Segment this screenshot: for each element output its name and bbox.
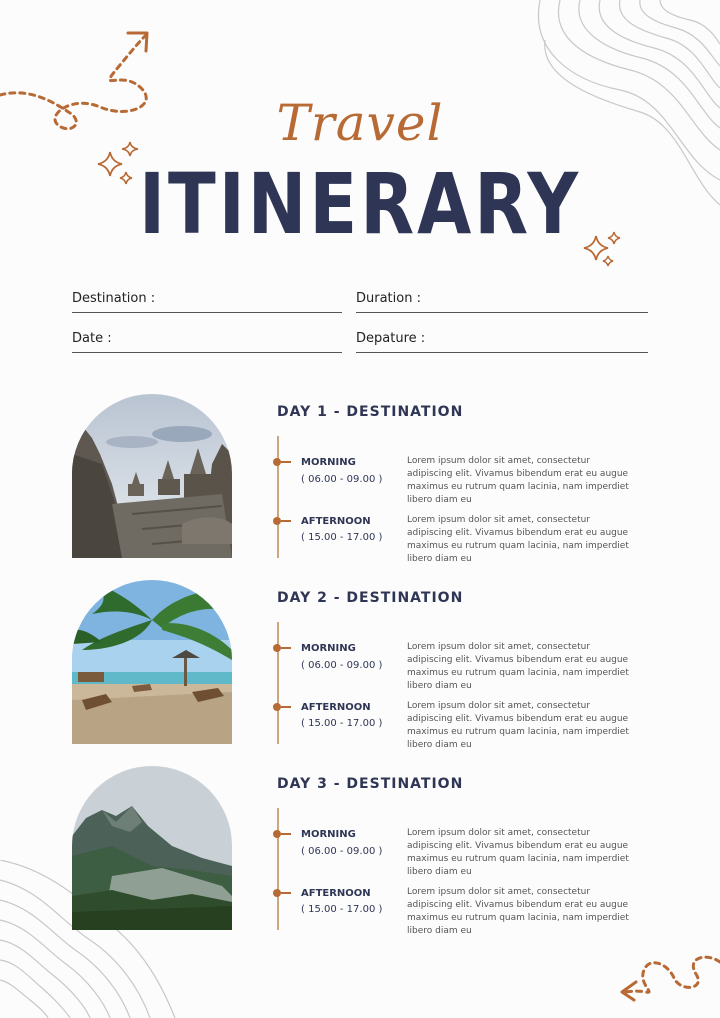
mountain-photo	[72, 766, 232, 930]
slot-description: Lorem ipsum dolor sit amet, consectetur adipiscing elit. Vivamus bibendum erat eu augue maximus eu rutrum quam lacinia, nam imperdiet libero diam eu	[407, 828, 629, 877]
slot-time: ( 15.00 - 17.00 )	[301, 904, 383, 915]
slot-label: MORNING	[301, 829, 356, 840]
slot-time: ( 15.00 - 17.00 )	[301, 532, 383, 543]
timeline-line	[277, 622, 279, 744]
date-field[interactable]	[72, 326, 342, 353]
destination-field[interactable]	[72, 286, 342, 313]
slot-description: Lorem ipsum dolor sit amet, consectetur adipiscing elit. Vivamus bibendum erat eu augue maximus eu rutrum quam lacinia, nam imperdiet libero diam eu	[407, 515, 629, 564]
timeline-line	[277, 808, 279, 930]
timeline-dot	[273, 517, 281, 525]
beach-palm-photo	[72, 580, 232, 744]
timeline-dot	[273, 644, 281, 652]
slot-description: Lorem ipsum dolor sit amet, consectetur adipiscing elit. Vivamus bibendum erat eu augue maximus eu rutrum quam lacinia, nam imperdiet libero diam eu	[407, 701, 629, 750]
slot-time: ( 06.00 - 09.00 )	[301, 474, 383, 485]
timeline-connector	[281, 706, 291, 708]
title-script-travel: Travel	[276, 94, 444, 152]
duration-field[interactable]	[356, 286, 648, 313]
timeline-dot	[273, 830, 281, 838]
destination-label: Destination :	[72, 291, 156, 306]
timeline-line	[277, 436, 279, 558]
page-title: ITINERARY	[138, 154, 582, 254]
slot-description: Lorem ipsum dolor sit amet, consectetur adipiscing elit. Vivamus bibendum erat eu augue maximus eu rutrum quam lacinia, nam imperdiet libero diam eu	[407, 456, 629, 505]
date-label: Date :	[72, 331, 112, 346]
slot-time: ( 06.00 - 09.00 )	[301, 660, 383, 671]
slot-label: MORNING	[301, 643, 356, 654]
timeline-connector	[281, 647, 291, 649]
slot-time: ( 06.00 - 09.00 )	[301, 846, 383, 857]
slot-label: AFTERNOON	[301, 888, 371, 899]
duration-label: Duration :	[356, 291, 421, 306]
timeline-dot	[273, 458, 281, 466]
timeline-dot	[273, 889, 281, 897]
slot-description: Lorem ipsum dolor sit amet, consectetur adipiscing elit. Vivamus bibendum erat eu augue maximus eu rutrum quam lacinia, nam imperdiet libero diam eu	[407, 642, 629, 691]
timeline-connector	[281, 461, 291, 463]
departure-label: Depature :	[356, 331, 426, 346]
temple-ruins-photo	[72, 394, 232, 558]
timeline-connector	[281, 520, 291, 522]
day-title: DAY 2 - DESTINATION	[277, 590, 464, 606]
slot-description: Lorem ipsum dolor sit amet, consectetur adipiscing elit. Vivamus bibendum erat eu augue maximus eu rutrum quam lacinia, nam imperdiet libero diam eu	[407, 887, 629, 936]
timeline-dot	[273, 703, 281, 711]
slot-label: AFTERNOON	[301, 516, 371, 527]
day-title: DAY 3 - DESTINATION	[277, 776, 464, 792]
dashed-arrow-icon	[616, 948, 720, 1008]
slot-label: MORNING	[301, 457, 356, 468]
slot-label: AFTERNOON	[301, 702, 371, 713]
timeline-connector	[281, 833, 291, 835]
slot-time: ( 15.00 - 17.00 )	[301, 718, 383, 729]
day-title: DAY 1 - DESTINATION	[277, 404, 464, 420]
departure-field[interactable]	[356, 326, 648, 353]
timeline-connector	[281, 892, 291, 894]
